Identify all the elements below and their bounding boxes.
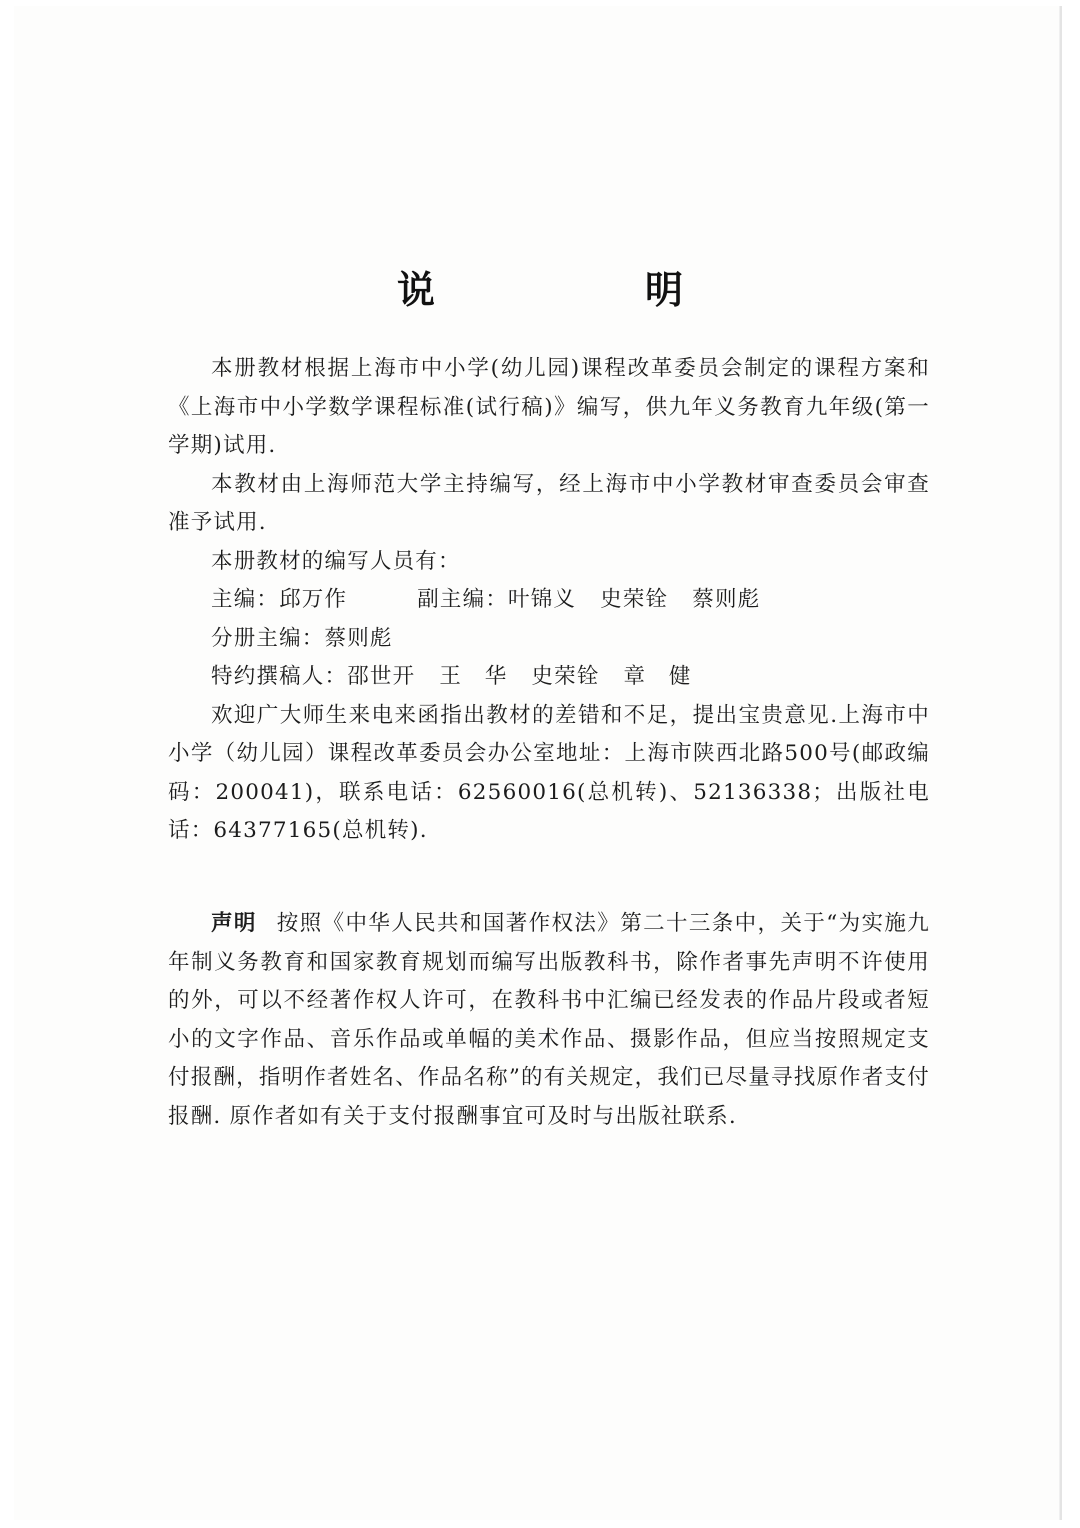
declaration-label: 声明 <box>211 911 257 936</box>
editor-name: 邱万作 <box>279 587 348 612</box>
editors-line <box>168 581 930 620</box>
page-title: 说 明 <box>396 268 769 312</box>
intro-section <box>168 350 930 851</box>
declaration-paragraph <box>168 905 930 1136</box>
deputy-editor-1: 叶锦义 <box>508 587 577 612</box>
writer-1: 邵世开 <box>347 664 416 689</box>
editor-label: 主编： <box>211 587 280 612</box>
volume-editor-label: 分册主编： <box>211 625 325 651</box>
writer-2: 王 华 <box>439 664 508 689</box>
intro-paragraph-2: 本教材由上海师范大学主持编写，经上海市中小学教材审查委员会审查准予试用. <box>168 471 930 535</box>
declaration-section <box>168 905 930 1136</box>
declaration-text: 按照《中华人民共和国著作权法》第二十三条中，关于“为实施九年制义务教育和国家教育规划而编写出版教科书，除作者事先声明不许使用的外，可以不经著作权人许可，在教科书中汇编已经发表的作品片段或者短小的文字作品、音乐作品或单幅的美术作品、摄影作品，但应当按照规定支付报酬，指明作者姓名、作品名称”的有关规定，我们已尽量寻找原作者支付报酬. 原作者如有关于支付报酬事宜可及时与出版社联系. <box>168 911 931 1129</box>
volume-editor-line <box>168 620 930 659</box>
writer-4: 章 健 <box>623 664 692 689</box>
writers-label: 特约撰稿人： <box>211 664 348 689</box>
authors-intro: 本册教材的编写人员有： <box>211 548 461 574</box>
deputy-editor-label: 副主编： <box>417 587 509 612</box>
deputy-editor-2: 史荣铨 <box>600 587 669 612</box>
writer-3: 史荣铨 <box>531 664 600 689</box>
writers-line <box>168 658 930 697</box>
feedback-paragraph: 欢迎广大师生来电来函指出教材的差错和不足，提出宝贵意见.上海市中小学（幼儿园）课程改革委员会办公室地址：上海市陕西北路500号(邮政编码：200041)，联系电话：62560016(总机转)、52136338；出版社电话：64377165(总机转). <box>168 702 930 843</box>
volume-editor-name: 蔡则彪 <box>324 625 393 651</box>
deputy-editor-3: 蔡则彪 <box>692 587 761 612</box>
intro-paragraph-1: 本册教材根据上海市中小学(幼儿园)课程改革委员会制定的课程方案和《上海市中小学数学课程标准(试行稿)》编写，供九年义务教育九年级(第一学期)试用. <box>168 356 930 458</box>
